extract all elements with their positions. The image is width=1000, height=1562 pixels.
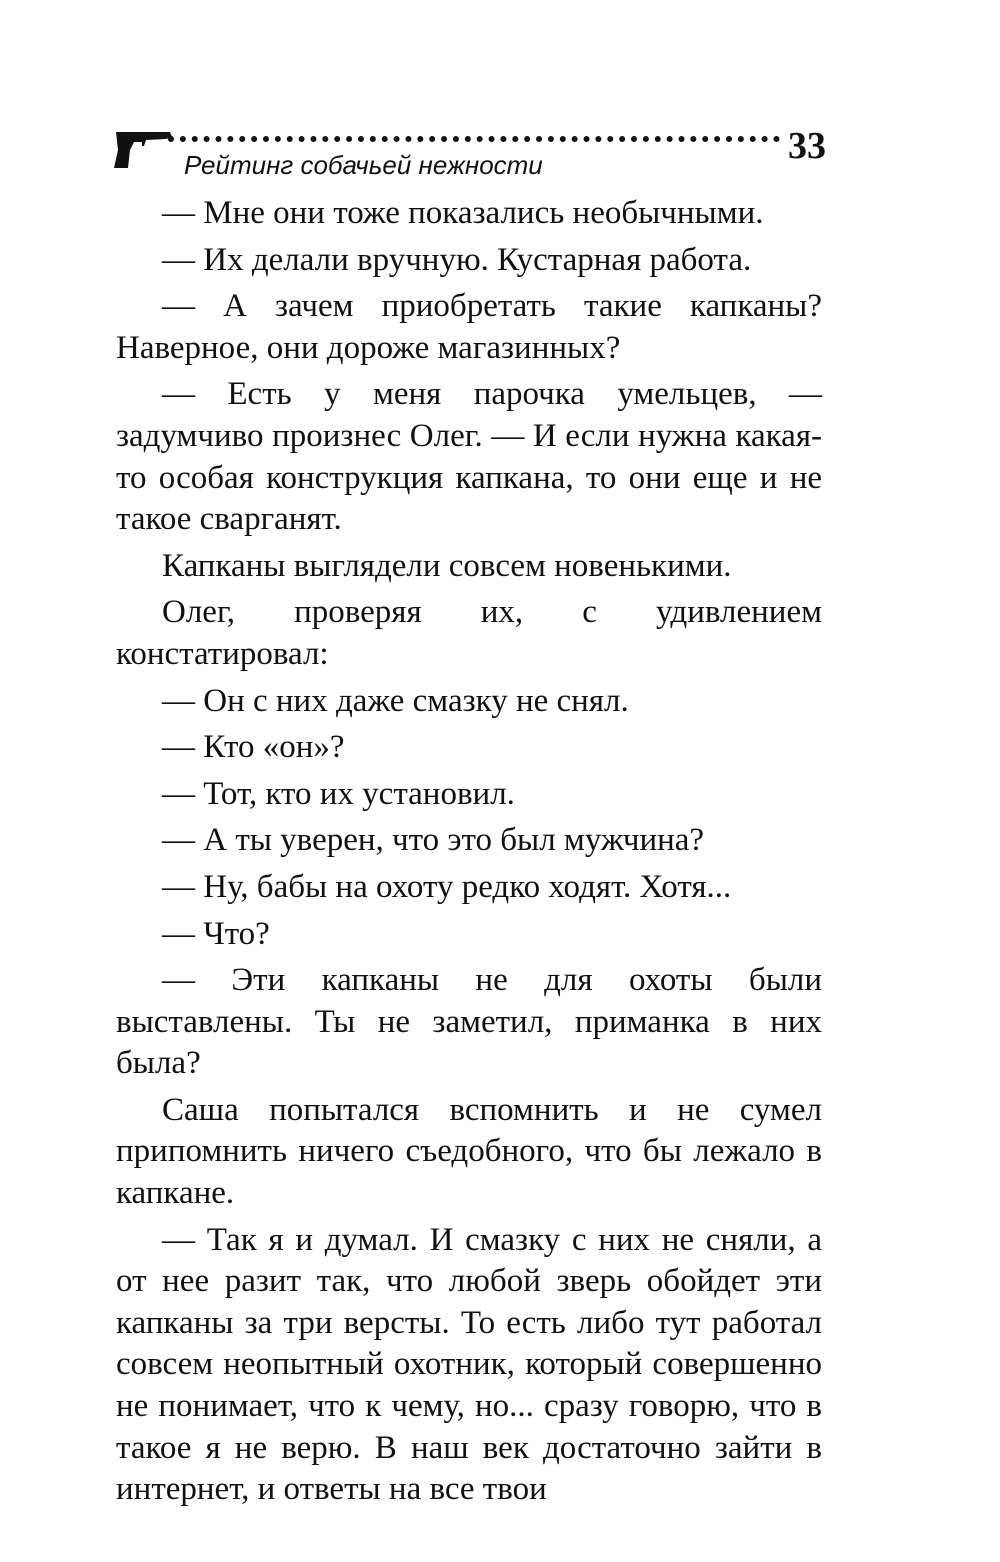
- page-number: 33: [788, 125, 826, 167]
- paragraph: — Так я и думал. И смазку с них не сняли, а от нее разит так, что любой зверь обойдет эти капканы за три версты. То есть либо тут работал совсем неопытный охотник, который совершенно не понимает, что к чему, но... сразу говорю, что в такое я не верю. В наш век достаточно зайти в интернет, и ответы на все твои: [116, 1221, 822, 1508]
- paragraph: — Кто «он»?: [162, 729, 345, 766]
- paragraph: — Тот, кто их установил.: [162, 775, 515, 812]
- running-title: Рейтинг собачьей нежности: [184, 150, 543, 180]
- paragraph: — Ну, бабы на охоту редко ходят. Хотя...: [162, 868, 732, 905]
- body-text: [116, 193, 822, 1511]
- revolver-icon: [112, 128, 176, 172]
- paragraph: — Есть у меня парочка умельцев, — задумчиво произнес Олег. — И если нужна какая-то особая конструкция капкана, то они еще и не такое сварганят.: [116, 376, 822, 538]
- paragraph: — Эти капканы не для охоты были выставлены. Ты не заметил, приманка в них была?: [116, 962, 822, 1082]
- paragraph: — Что?: [162, 915, 270, 952]
- paragraph: — Мне они тоже показались необычными.: [162, 195, 764, 231]
- paragraph: — Их делали вручную. Кустарная работа.: [162, 241, 752, 278]
- paragraph: — А зачем приобретать такие капканы? Наверное, они дороже магазинных?: [116, 288, 822, 366]
- paragraph: — А ты уверен, что это был мужчина?: [162, 822, 705, 859]
- paragraph: — Он с них даже смазку не снял.: [162, 682, 629, 719]
- paragraph: Олег, проверяя их, с удивлением констатировал:: [116, 594, 822, 672]
- page-header: [112, 118, 832, 188]
- paragraph: Саша попытался вспомнить и не сумел припомнить ничего съедобного, что бы лежало в капкане.: [116, 1091, 822, 1212]
- header-dotted-rule: [168, 136, 780, 148]
- paragraph: Капканы выглядели совсем новенькими.: [162, 547, 732, 584]
